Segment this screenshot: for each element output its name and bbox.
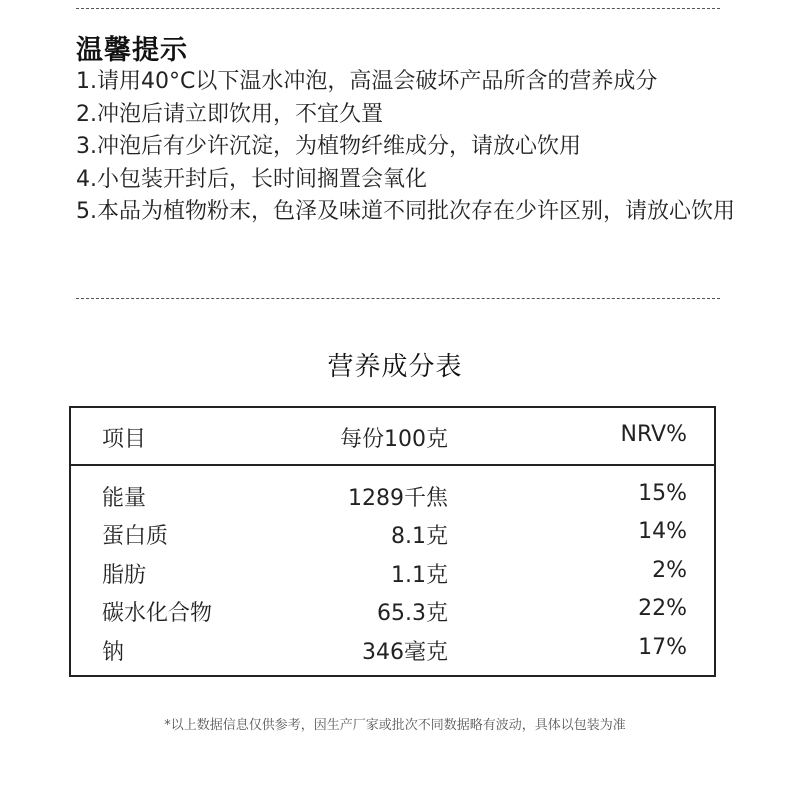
- row-item: 蛋白质: [102, 524, 169, 549]
- row-item: 钠: [102, 640, 125, 665]
- nutrition-table: [69, 406, 716, 677]
- header-item: 项目: [102, 427, 147, 452]
- row-item: 能量: [102, 486, 147, 511]
- nutrition-table-title: 营养成分表: [327, 352, 463, 382]
- middle-divider: [76, 298, 720, 299]
- row-item: 脂肪: [102, 563, 147, 588]
- row-item: 碳水化合物: [102, 601, 213, 626]
- tip-item: 3.冲泡后有少许沉淀，为植物纤维成分，请放心饮用: [76, 134, 581, 159]
- row-amount: 65.3克: [377, 601, 448, 626]
- tips-list: [76, 66, 736, 229]
- footnote: *以上数据信息仅供参考，因生产厂家或批次不同数据略有波动，具体以包装为准: [164, 718, 626, 733]
- row-amount: 1289千焦: [348, 486, 448, 511]
- tips-title: 温馨提示: [76, 35, 188, 66]
- row-amount: 1.1克: [391, 563, 448, 588]
- tip-item: 5.本品为植物粉末，色泽及味道不同批次存在少许区别，请放心饮用: [76, 199, 735, 224]
- header-per-100g: 每份100克: [340, 427, 448, 452]
- tip-item: 2.冲泡后请立即饮用，不宜久置: [76, 101, 383, 127]
- row-nrv: 2%: [652, 558, 687, 583]
- row-nrv: 15%: [638, 481, 687, 506]
- header-nrv: NRV%: [620, 422, 687, 447]
- row-nrv: 14%: [638, 519, 687, 544]
- tip-item: 4.小包装开封后，长时间搁置会氧化: [76, 166, 427, 192]
- top-divider: [76, 8, 720, 9]
- tip-item: 1.请用40°C以下温水冲泡，高温会破坏产品所含的营养成分: [76, 69, 658, 94]
- row-nrv: 17%: [638, 635, 687, 660]
- row-amount: 8.1克: [391, 524, 448, 549]
- row-nrv: 22%: [638, 596, 687, 621]
- table-header-row: [71, 408, 714, 466]
- row-amount: 346毫克: [362, 640, 448, 665]
